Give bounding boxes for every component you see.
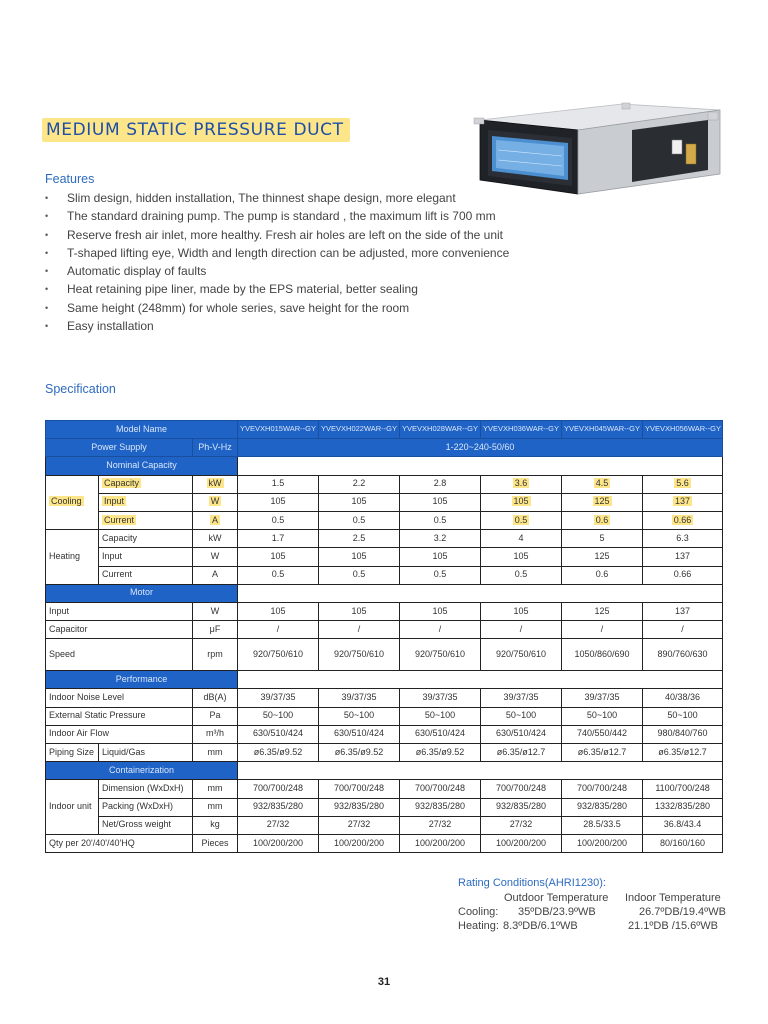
row-unit: m³/h: [193, 725, 238, 743]
table-cell: /: [238, 621, 319, 639]
row-label: Indoor Air Flow: [46, 725, 193, 743]
indoor-temperature-header: Indoor Temperature: [625, 892, 721, 904]
feature-item: • Reserve fresh air inlet, more healthy. Fresh air holes are left on the side of the unit: [45, 226, 509, 244]
rating-conditions: [458, 877, 728, 933]
table-cell: 630/510/424: [238, 725, 319, 743]
section-spacer: [238, 762, 723, 780]
row-unit: W: [193, 548, 238, 566]
outdoor-temperature-header: Outdoor Temperature: [504, 892, 609, 904]
table-cell: 700/700/248: [238, 780, 319, 798]
table-row: [46, 689, 723, 707]
table-cell: 105: [319, 548, 400, 566]
table-row: [46, 548, 723, 566]
table-cell: 125: [562, 548, 643, 566]
feature-item: • Heat retaining pipe liner, made by the EPS material, better sealing: [45, 280, 509, 298]
table-cell: 39/37/35: [400, 689, 481, 707]
table-row: [46, 725, 723, 743]
table-cell: 50~100: [319, 707, 400, 725]
row-label: Capacitor: [46, 621, 193, 639]
table-cell: 1332/835/280: [643, 798, 723, 816]
table-cell: 932/835/280: [562, 798, 643, 816]
model-name-row: [46, 421, 723, 439]
table-cell: 27/32: [481, 816, 562, 834]
table-row: [46, 780, 723, 798]
group-label-piping-size: Piping Size: [46, 744, 99, 762]
feature-item: • Same height (248mm) for whole series, save height for the room: [45, 299, 509, 317]
features-heading: Features: [45, 172, 95, 186]
table-cell: 1050/860/690: [562, 639, 643, 671]
model-header: YVEVXH028WAR--GY: [400, 421, 481, 439]
feature-item: • T-shaped lifting eye, Width and length direction can be adjusted, more convenience: [45, 244, 509, 262]
power-supply-unit: Ph-V-Hz: [193, 439, 238, 457]
table-cell: 125: [562, 493, 643, 511]
table-cell: 1.5: [238, 475, 319, 493]
row-label: Current: [99, 511, 193, 529]
rating-outdoor-value: 35ºDB/23.9ºWB: [518, 906, 596, 918]
feature-item: • Automatic display of faults: [45, 262, 509, 280]
row-unit: rpm: [193, 639, 238, 671]
table-cell: 50~100: [562, 707, 643, 725]
row-unit: A: [193, 511, 238, 529]
table-cell: 28.5/33.5: [562, 816, 643, 834]
table-cell: 0.6: [562, 511, 643, 529]
table-cell: 0.5: [319, 566, 400, 584]
table-cell: 0.66: [643, 566, 723, 584]
table-cell: 630/510/424: [400, 725, 481, 743]
model-name-label: Model Name: [46, 421, 238, 439]
table-cell: 27/32: [319, 816, 400, 834]
row-label: Current: [99, 566, 193, 584]
table-cell: 2.5: [319, 530, 400, 548]
table-row: [46, 816, 723, 834]
table-cell: 100/200/200: [238, 834, 319, 852]
table-cell: 920/750/610: [238, 639, 319, 671]
page-title: MEDIUM STATIC PRESSURE DUCT: [42, 118, 350, 142]
row-label: Speed: [46, 639, 193, 671]
page-number: 31: [377, 976, 391, 988]
power-supply-row: [46, 439, 723, 457]
row-unit: Pa: [193, 707, 238, 725]
table-row: [46, 834, 723, 852]
table-row: [46, 798, 723, 816]
table-cell: 80/160/160: [643, 834, 723, 852]
table-cell: 137: [643, 493, 723, 511]
row-unit: kg: [193, 816, 238, 834]
section-row: [46, 671, 723, 689]
table-cell: 932/835/280: [481, 798, 562, 816]
row-unit: mm: [193, 744, 238, 762]
table-cell: 0.5: [319, 511, 400, 529]
table-row: [46, 566, 723, 584]
table-cell: ø6.35/ø12.7: [562, 744, 643, 762]
model-header: YVEVXH045WAR--GY: [562, 421, 643, 439]
row-label: Capacity: [99, 530, 193, 548]
table-cell: 6.3: [643, 530, 723, 548]
row-unit: A: [193, 566, 238, 584]
rating-indoor-value: 26.7ºDB/19.4ºWB: [639, 906, 726, 918]
table-row: [46, 707, 723, 725]
row-label: Input: [46, 602, 193, 620]
table-cell: 1.7: [238, 530, 319, 548]
table-cell: ø6.35/ø9.52: [400, 744, 481, 762]
section-motor: Motor: [46, 584, 238, 602]
table-cell: 932/835/280: [238, 798, 319, 816]
rating-row-cooling: [458, 905, 728, 919]
table-cell: 0.5: [400, 566, 481, 584]
table-cell: ø6.35/ø9.52: [319, 744, 400, 762]
table-cell: 105: [481, 602, 562, 620]
rating-row-label: Cooling:: [458, 906, 499, 918]
table-cell: 105: [319, 493, 400, 511]
model-header: YVEVXH015WAR--GY: [238, 421, 319, 439]
section-spacer: [238, 671, 723, 689]
table-cell: 0.5: [481, 511, 562, 529]
table-cell: 137: [643, 548, 723, 566]
group-label-heating: Heating: [46, 530, 99, 585]
table-row: [46, 530, 723, 548]
table-cell: 0.5: [238, 511, 319, 529]
row-label: Net/Gross weight: [99, 816, 193, 834]
feature-item: • Easy installation: [45, 317, 509, 335]
group-label-cooling: Cooling: [46, 475, 99, 530]
table-cell: 920/750/610: [319, 639, 400, 671]
table-cell: 105: [319, 602, 400, 620]
section-spacer: [238, 584, 723, 602]
table-cell: 700/700/248: [319, 780, 400, 798]
row-unit: Pieces: [193, 834, 238, 852]
table-cell: 36.8/43.4: [643, 816, 723, 834]
rating-indoor-value: 21.1ºDB /15.6ºWB: [628, 920, 718, 932]
table-cell: 50~100: [400, 707, 481, 725]
table-cell: 3.2: [400, 530, 481, 548]
table-cell: 0.5: [481, 566, 562, 584]
model-header: YVEVXH022WAR--GY: [319, 421, 400, 439]
table-cell: 0.5: [400, 511, 481, 529]
table-cell: 932/835/280: [319, 798, 400, 816]
specification-heading: Specification: [45, 382, 116, 396]
table-cell: /: [400, 621, 481, 639]
table-cell: 105: [238, 548, 319, 566]
table-cell: 920/750/610: [481, 639, 562, 671]
table-cell: 5: [562, 530, 643, 548]
row-unit: kW: [193, 475, 238, 493]
table-cell: 5.6: [643, 475, 723, 493]
table-cell: ø6.35/ø12.7: [481, 744, 562, 762]
title-block: [42, 118, 350, 142]
table-cell: /: [319, 621, 400, 639]
row-label: Indoor Noise Level: [46, 689, 193, 707]
row-unit: W: [193, 602, 238, 620]
table-cell: 100/200/200: [481, 834, 562, 852]
table-cell: 105: [238, 493, 319, 511]
table-cell: 105: [400, 493, 481, 511]
table-cell: 4.5: [562, 475, 643, 493]
table-cell: 980/840/760: [643, 725, 723, 743]
section-nominal-capacity: Nominal Capacity: [46, 457, 238, 475]
table-cell: 105: [238, 602, 319, 620]
model-header: YVEVXH036WAR--GY: [481, 421, 562, 439]
row-label: Dimension (WxDxH): [99, 780, 193, 798]
row-label: Input: [99, 493, 193, 511]
table-cell: 700/700/248: [400, 780, 481, 798]
table-cell: 932/835/280: [400, 798, 481, 816]
table-cell: 700/700/248: [562, 780, 643, 798]
rating-outdoor-value: 8.3ºDB/6.1ºWB: [503, 920, 578, 932]
table-cell: 0.66: [643, 511, 723, 529]
model-header: YVEVXH056WAR--GY: [643, 421, 723, 439]
table-cell: 920/750/610: [400, 639, 481, 671]
table-cell: ø6.35/ø12.7: [643, 744, 723, 762]
row-label: Input: [99, 548, 193, 566]
table-cell: 39/37/35: [562, 689, 643, 707]
table-cell: 2.2: [319, 475, 400, 493]
table-row: [46, 621, 723, 639]
duct-unit-image: [472, 100, 722, 196]
table-cell: 630/510/424: [481, 725, 562, 743]
table-cell: 50~100: [481, 707, 562, 725]
row-unit: μF: [193, 621, 238, 639]
group-label-indoor-unit: Indoor unit: [46, 780, 99, 835]
row-label: Capacity: [99, 475, 193, 493]
table-cell: 50~100: [238, 707, 319, 725]
section-row: [46, 584, 723, 602]
power-supply-value: 1-220~240-50/60: [238, 439, 723, 457]
table-cell: 40/38/36: [643, 689, 723, 707]
table-row: [46, 602, 723, 620]
table-cell: 125: [562, 602, 643, 620]
table-row: [46, 511, 723, 529]
section-performance: Performance: [46, 671, 238, 689]
table-cell: 1100/700/248: [643, 780, 723, 798]
row-label: Liquid/Gas: [99, 744, 193, 762]
table-cell: 105: [400, 548, 481, 566]
row-label: Packing (WxDxH): [99, 798, 193, 816]
table-cell: 4: [481, 530, 562, 548]
table-cell: 100/200/200: [562, 834, 643, 852]
section-row: [46, 762, 723, 780]
table-cell: 27/32: [400, 816, 481, 834]
table-row: [46, 744, 723, 762]
feature-item: • The standard draining pump. The pump is standard , the maximum lift is 700 mm: [45, 207, 509, 225]
rating-row-label: Heating:: [458, 920, 499, 932]
rating-header-row: [458, 891, 728, 905]
table-cell: 700/700/248: [481, 780, 562, 798]
row-unit: mm: [193, 798, 238, 816]
table-cell: /: [643, 621, 723, 639]
table-cell: 105: [481, 548, 562, 566]
table-cell: 2.8: [400, 475, 481, 493]
table-row: [46, 493, 723, 511]
table-cell: /: [562, 621, 643, 639]
table-cell: 100/200/200: [319, 834, 400, 852]
table-row: [46, 639, 723, 671]
table-cell: 105: [400, 602, 481, 620]
row-unit: mm: [193, 780, 238, 798]
power-supply-label: Power Supply: [46, 439, 193, 457]
specification-table: [45, 420, 723, 853]
table-cell: 3.6: [481, 475, 562, 493]
table-cell: ø6.35/ø9.52: [238, 744, 319, 762]
rating-title: Rating Conditions(AHRI1230):: [458, 877, 606, 889]
table-cell: 39/37/35: [319, 689, 400, 707]
table-cell: 0.5: [238, 566, 319, 584]
table-cell: 630/510/424: [319, 725, 400, 743]
table-cell: 27/32: [238, 816, 319, 834]
table-cell: 740/550/442: [562, 725, 643, 743]
table-cell: 890/760/630: [643, 639, 723, 671]
row-label: Qty per 20'/40'/40'HQ: [46, 834, 193, 852]
table-row: [46, 475, 723, 493]
row-unit: kW: [193, 530, 238, 548]
table-cell: 50~100: [643, 707, 723, 725]
section-containerization: Containerization: [46, 762, 238, 780]
table-cell: 39/37/35: [238, 689, 319, 707]
table-cell: 39/37/35: [481, 689, 562, 707]
table-cell: 0.6: [562, 566, 643, 584]
section-row: [46, 457, 723, 475]
row-unit: dB(A): [193, 689, 238, 707]
table-cell: 105: [481, 493, 562, 511]
features-list: [45, 189, 509, 335]
table-cell: 137: [643, 602, 723, 620]
row-unit: W: [193, 493, 238, 511]
feature-item: • Slim design, hidden installation, The thinnest shape design, more elegant: [45, 189, 509, 207]
row-label: External Static Pressure: [46, 707, 193, 725]
rating-row-heating: [458, 919, 728, 933]
table-cell: /: [481, 621, 562, 639]
table-cell: 100/200/200: [400, 834, 481, 852]
section-spacer: [238, 457, 723, 475]
